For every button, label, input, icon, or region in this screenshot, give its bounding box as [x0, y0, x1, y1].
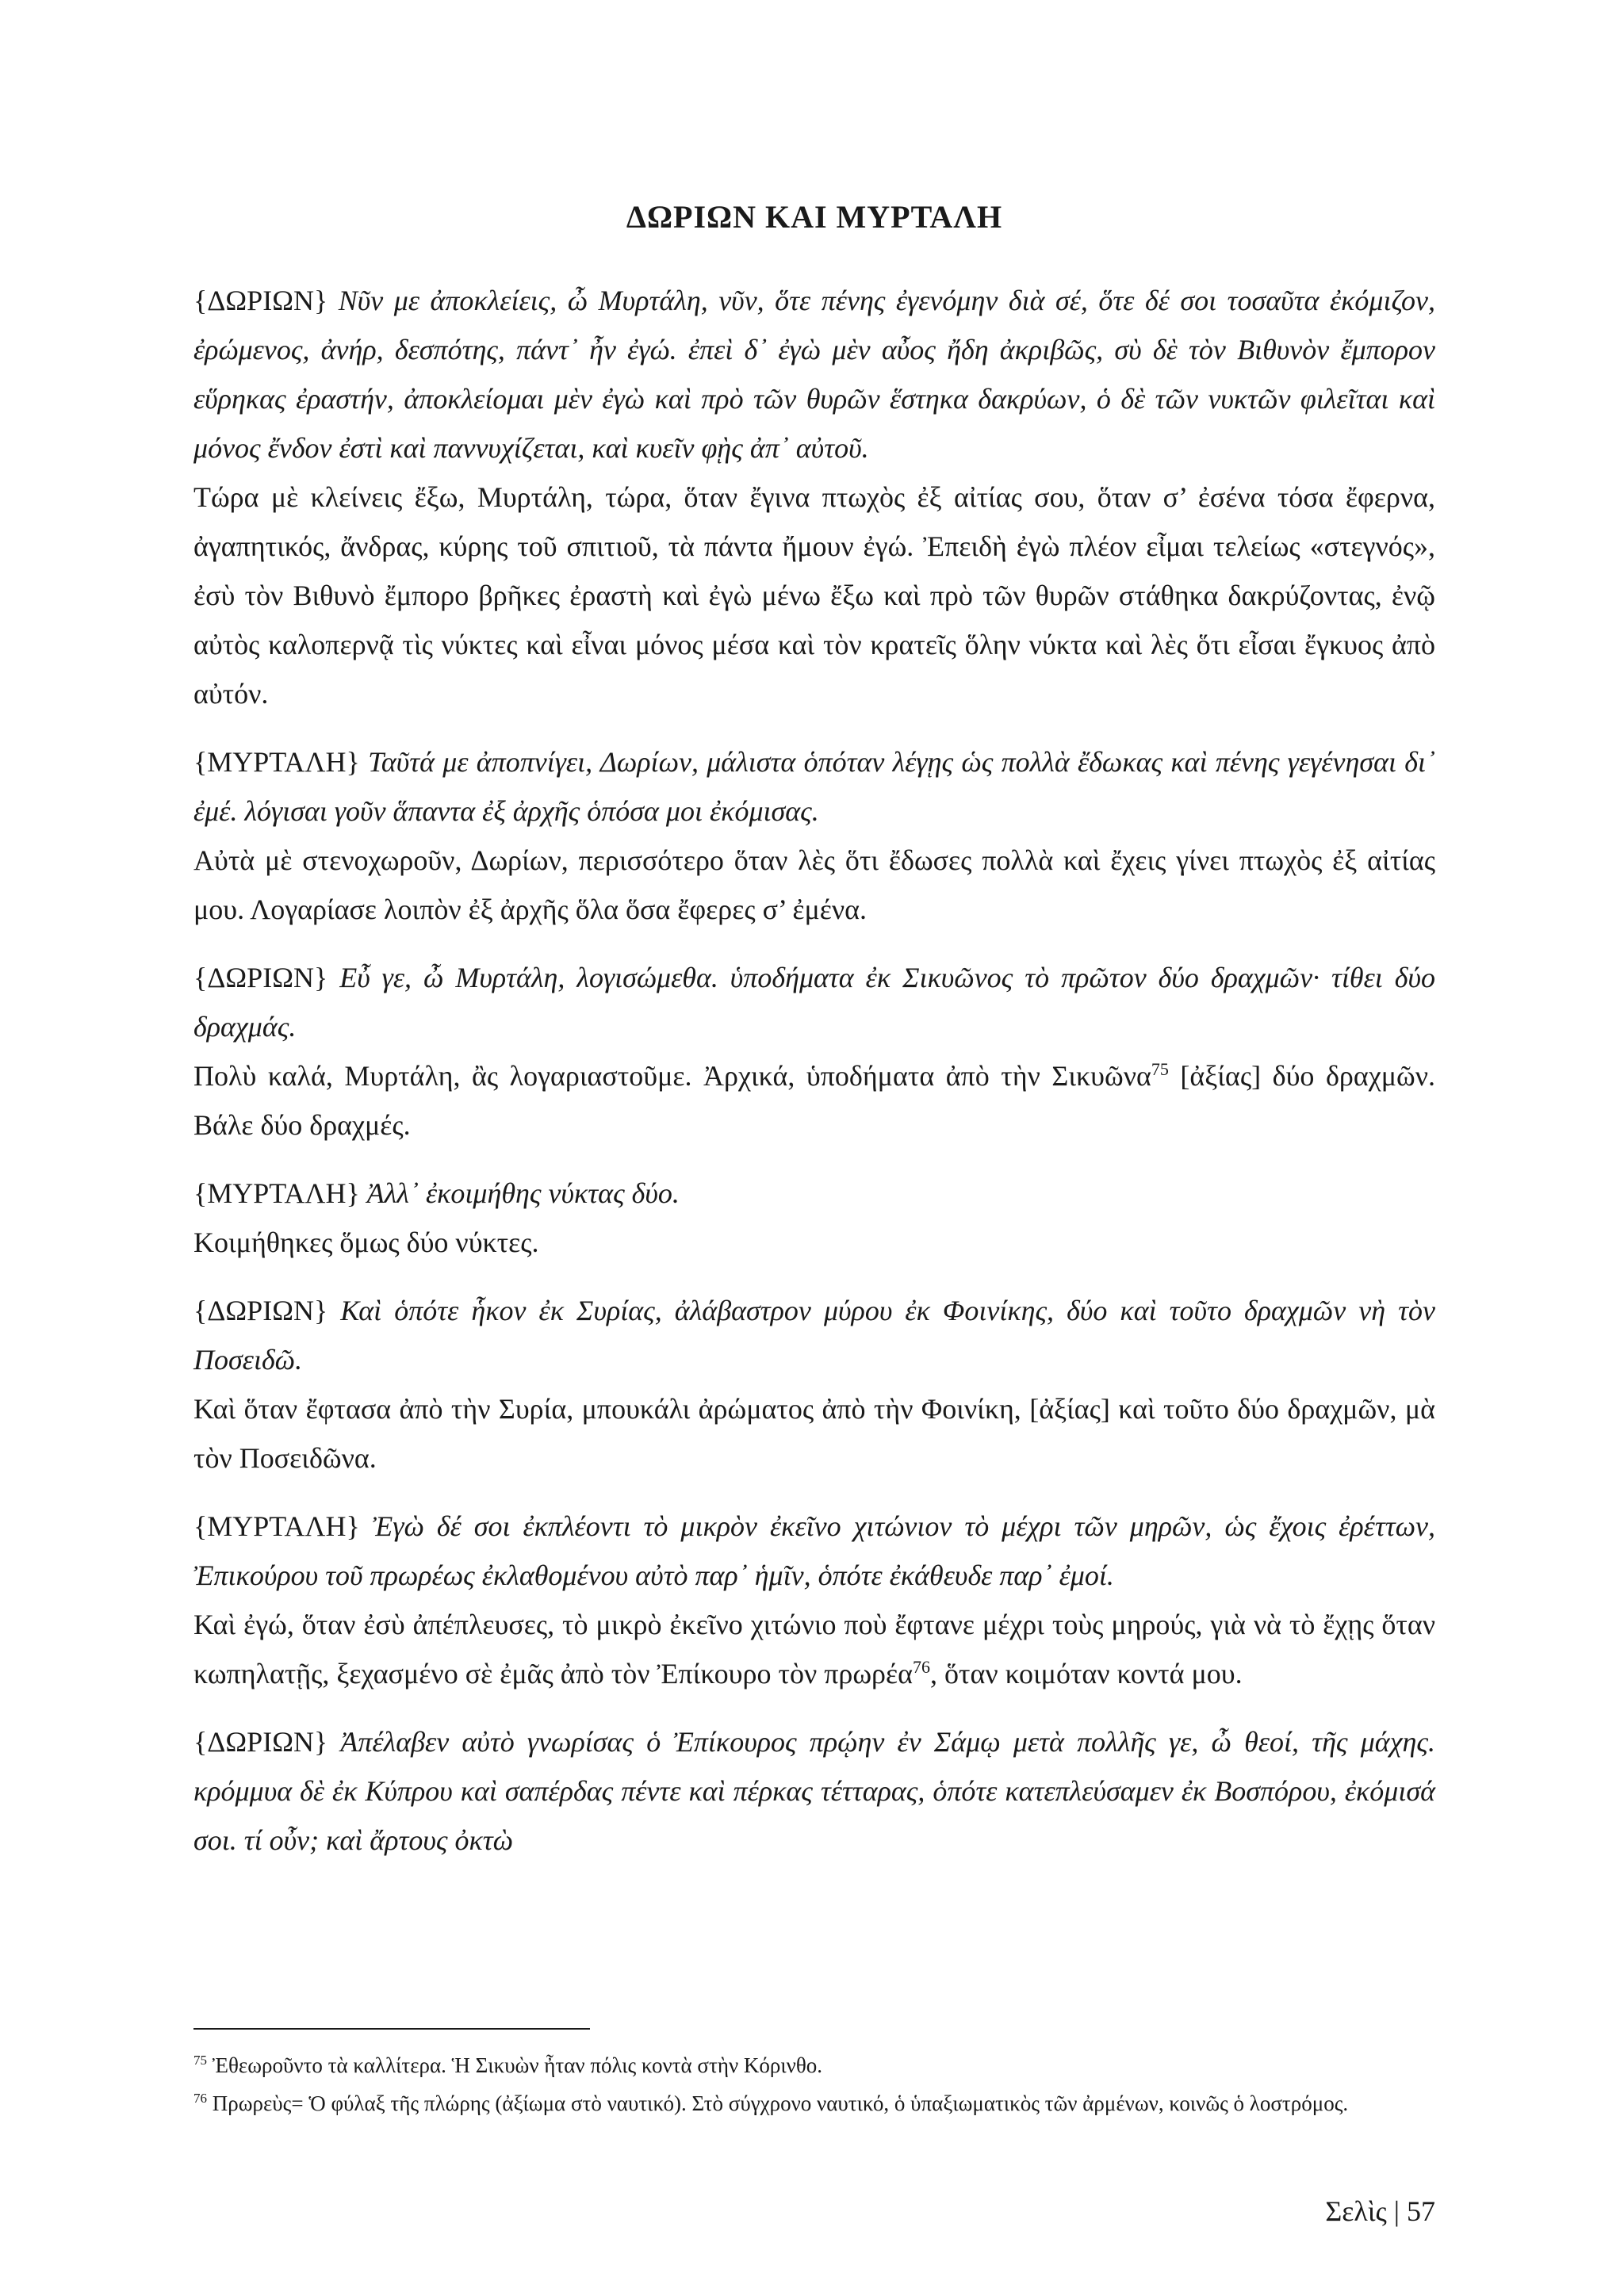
footnote-number: 76	[193, 2091, 207, 2106]
ancient-greek-line	[193, 1502, 1435, 1600]
ancient-greek-line	[193, 1286, 1435, 1384]
ancient-greek-line	[193, 276, 1435, 473]
translation-text: , ὅταν κοιμόταν κοντά μου.	[930, 1658, 1243, 1689]
ancient-greek-line	[193, 1717, 1435, 1865]
page-number: Σελὶς | 57	[1325, 2195, 1435, 2227]
speaker-label: {ΔΩΡΙΩΝ}	[193, 1726, 328, 1758]
dialogue-body	[193, 276, 1435, 1884]
dialogue-exchange	[193, 1286, 1435, 1483]
ancient-greek-text: Ἐγὼ δέ σοι ἐκπλέοντι τὸ μικρὸν ἐκεῖνο χιτώνιον τὸ μέχρι τῶν μηρῶν, ὡς ἔχοις ἐρέττων, Ἐπικούρου τοῦ πρωρέως ἐκλαθομένου αὐτὸ παρ᾽ ἡμῖν, ὁπότε ἐκάθευδε παρ᾽ ἐμοί.	[193, 1510, 1435, 1591]
ancient-greek-line	[193, 1169, 1435, 1218]
modern-translation: Καὶ ὅταν ἔφτασα ἀπὸ τὴν Συρία, μπουκάλι ἀρώματος ἀπὸ τὴν Φοινίκη, [ἀξίας] καὶ τοῦτο δύο δραχμῶν, μὰ τὸν Ποσειδῶνα.	[193, 1393, 1435, 1474]
speaker-label: {ΜΥΡΤΑΛΗ}	[193, 1510, 360, 1542]
modern-translation	[193, 1600, 1435, 1698]
footnote-reference[interactable]: 76	[913, 1657, 930, 1677]
footnotes	[193, 2049, 1435, 2125]
footnote-reference[interactable]: 75	[1151, 1059, 1169, 1079]
speaker-label: {ΜΥΡΤΑΛΗ}	[193, 746, 360, 778]
ancient-greek-text: Ἀπέλαβεν αὐτὸ γνωρίσας ὁ Ἐπίκουρος πρῴην ἐν Σάμῳ μετὰ πολλῆς γε, ὦ θεοί, τῆς μάχης. κρόμμυα δὲ ἐκ Κύπρου καὶ σαπέρδας πέντε καὶ πέρκας τέτταρας, ὁπότε κατεπλεύσαμεν ἐκ Βοσπόρου, ἐκόμισά σοι. τί οὖν; καὶ ἄρτους ὀκτὼ	[193, 1726, 1436, 1856]
dialogue-exchange	[193, 276, 1435, 718]
speaker-label: {ΔΩΡΙΩΝ}	[193, 285, 328, 316]
document-page	[193, 0, 1435, 2296]
modern-translation	[193, 1051, 1435, 1150]
footnote-text: Πρωρεὺς= Ὁ φύλαξ τῆς πλώρης (ἀξίωμα στὸ ναυτικό). Στὸ σύγχρονο ναυτικό, ὁ ὑπαξιωματικὸς τῶν ἀρμένων, κοινῶς ὁ λοστρόμος.	[207, 2091, 1349, 2115]
ancient-greek-line	[193, 737, 1435, 836]
page-title: ΔΩΡΙΩΝ ΚΑΙ ΜΥΡΤΑΛΗ	[626, 199, 1003, 235]
translation-text: [ἀξίας] δύο δραχμῶν. Βάλε δύο δραχμές.	[193, 1060, 1435, 1141]
modern-translation: Αὐτὰ μὲ στενοχωροῦν, Δωρίων, περισσότερο ὅταν λὲς ὅτι ἔδωσες πολλὰ καὶ ἔχεις γίνει πτωχὸς ἐξ αἰτίας μου. Λογαρίασε λοιπὸν ἐξ ἀρχῆς ὅλα ὅσα ἔφερες σ’ ἐμένα.	[193, 844, 1435, 925]
footnote-divider	[193, 2028, 590, 2030]
ancient-greek-text: Ἀλλ᾽ ἐκοιμήθης νύκτας δύο.	[366, 1177, 680, 1209]
dialogue-exchange	[193, 1717, 1435, 1865]
ancient-greek-text: Εὖ γε, ὦ Μυρτάλη, λογισώμεθα. ὑποδήματα ἐκ Σικυῶνος τὸ πρῶτον δύο δραχμῶν· τίθει δύο δραχμάς.	[193, 962, 1436, 1043]
ancient-greek-text: Καὶ ὁπότε ἧκον ἐκ Συρίας, ἀλάβαστρον μύρου ἐκ Φοινίκης, δύο καὶ τοῦτο δραχμῶν νὴ τὸν Ποσειδῶ.	[193, 1295, 1436, 1376]
dialogue-exchange	[193, 1502, 1435, 1698]
speaker-label: {ΔΩΡΙΩΝ}	[193, 1295, 328, 1326]
translation-text: Πολὺ καλά, Μυρτάλη, ἂς λογαριαστοῦμε. Ἀρχικά, ὑποδήματα ἀπὸ τὴν Σικυῶνα	[193, 1060, 1151, 1092]
footnote	[193, 2087, 1435, 2120]
footnote-number: 75	[193, 2053, 207, 2068]
dialogue-exchange	[193, 737, 1435, 934]
ancient-greek-text: Νῦν με ἀποκλείεις, ὦ Μυρτάλη, νῦν, ὅτε πένης ἐγενόμην διὰ σέ, ὅτε δέ σοι τοσαῦτα ἐκόμιζον, ἐρώμενος, ἀνήρ, δεσπότης, πάντ᾽ ἦν ἐγώ. ἐπεὶ δ᾽ ἐγὼ μὲν αὖος ἤδη ἀκριβῶς, σὺ δὲ τὸν Βιθυνὸν ἔμπορον εὕρηκας ἐραστήν, ἀποκλείομαι μὲν ἐγὼ καὶ πρὸ τῶν θυρῶν ἕστηκα δακρύων, ὁ δὲ τῶν νυκτῶν φιλεῖται καὶ μόνος ἔνδον ἐστὶ καὶ παννυχίζεται, καὶ κυεῖν φῂς ἀπ᾽ αὐτοῦ.	[193, 285, 1435, 464]
speaker-label: {ΜΥΡΤΑΛΗ}	[193, 1177, 360, 1209]
modern-translation: Τώρα μὲ κλείνεις ἔξω, Μυρτάλη, τώρα, ὅταν ἔγινα πτωχὸς ἐξ αἰτίας σου, ὅταν σ’ ἐσένα τόσα ἔφερνα, ἀγαπητικός, ἄνδρας, κύρης τοῦ σπιτιοῦ, τὰ πάντα ἤμουν ἐγώ. Ἐπειδὴ ἐγὼ πλέον εἶμαι τελείως «στεγνός», ἐσὺ τὸν Βιθυνὸ ἔμπορο βρῆκες ἐραστὴ καὶ ἐγὼ μένω ἔξω καὶ πρὸ τῶν θυρῶν στάθηκα δακρύζοντας, ἐνῷ αὐτὸς καλοπερνᾷ τὶς νύκτες καὶ εἶναι μόνος μέσα καὶ τὸν κρατεῖς ὅλην νύκτα καὶ λὲς ὅτι εἶσαι ἔγκυος ἀπὸ αὐτόν.	[193, 481, 1435, 710]
dialogue-exchange	[193, 1169, 1435, 1267]
ancient-greek-text: Ταῦτά με ἀποπνίγει, Δωρίων, μάλιστα ὁπόταν λέγῃς ὡς πολλὰ ἔδωκας καὶ πένης γεγένησαι δι᾽ ἐμέ. λόγισαι γοῦν ἅπαντα ἐξ ἀρχῆς ὁπόσα μοι ἐκόμισας.	[193, 746, 1435, 827]
modern-translation: Κοιμήθηκες ὅμως δύο νύκτες.	[193, 1226, 539, 1258]
footnote	[193, 2049, 1435, 2082]
translation-text: Καὶ ἐγώ, ὅταν ἐσὺ ἀπέπλευσες, τὸ μικρὸ ἐκεῖνο χιτώνιο ποὺ ἔφτανε μέχρι τοὺς μηρούς, γιὰ νὰ τὸ ἔχῃς ὅταν κωπηλατῇς, ξεχασμένο σὲ ἐμᾶς ἀπὸ τὸν Ἐπίκουρο τὸν πρωρέα	[193, 1609, 1435, 1689]
footnote-text: Ἐθεωροῦντο τὰ καλλίτερα. Ἡ Σικυὼν ἦταν πόλις κοντὰ στὴν Κόρινθο.	[207, 2053, 823, 2077]
dialogue-exchange	[193, 953, 1435, 1150]
ancient-greek-line	[193, 953, 1435, 1051]
speaker-label: {ΔΩΡΙΩΝ}	[193, 962, 328, 993]
